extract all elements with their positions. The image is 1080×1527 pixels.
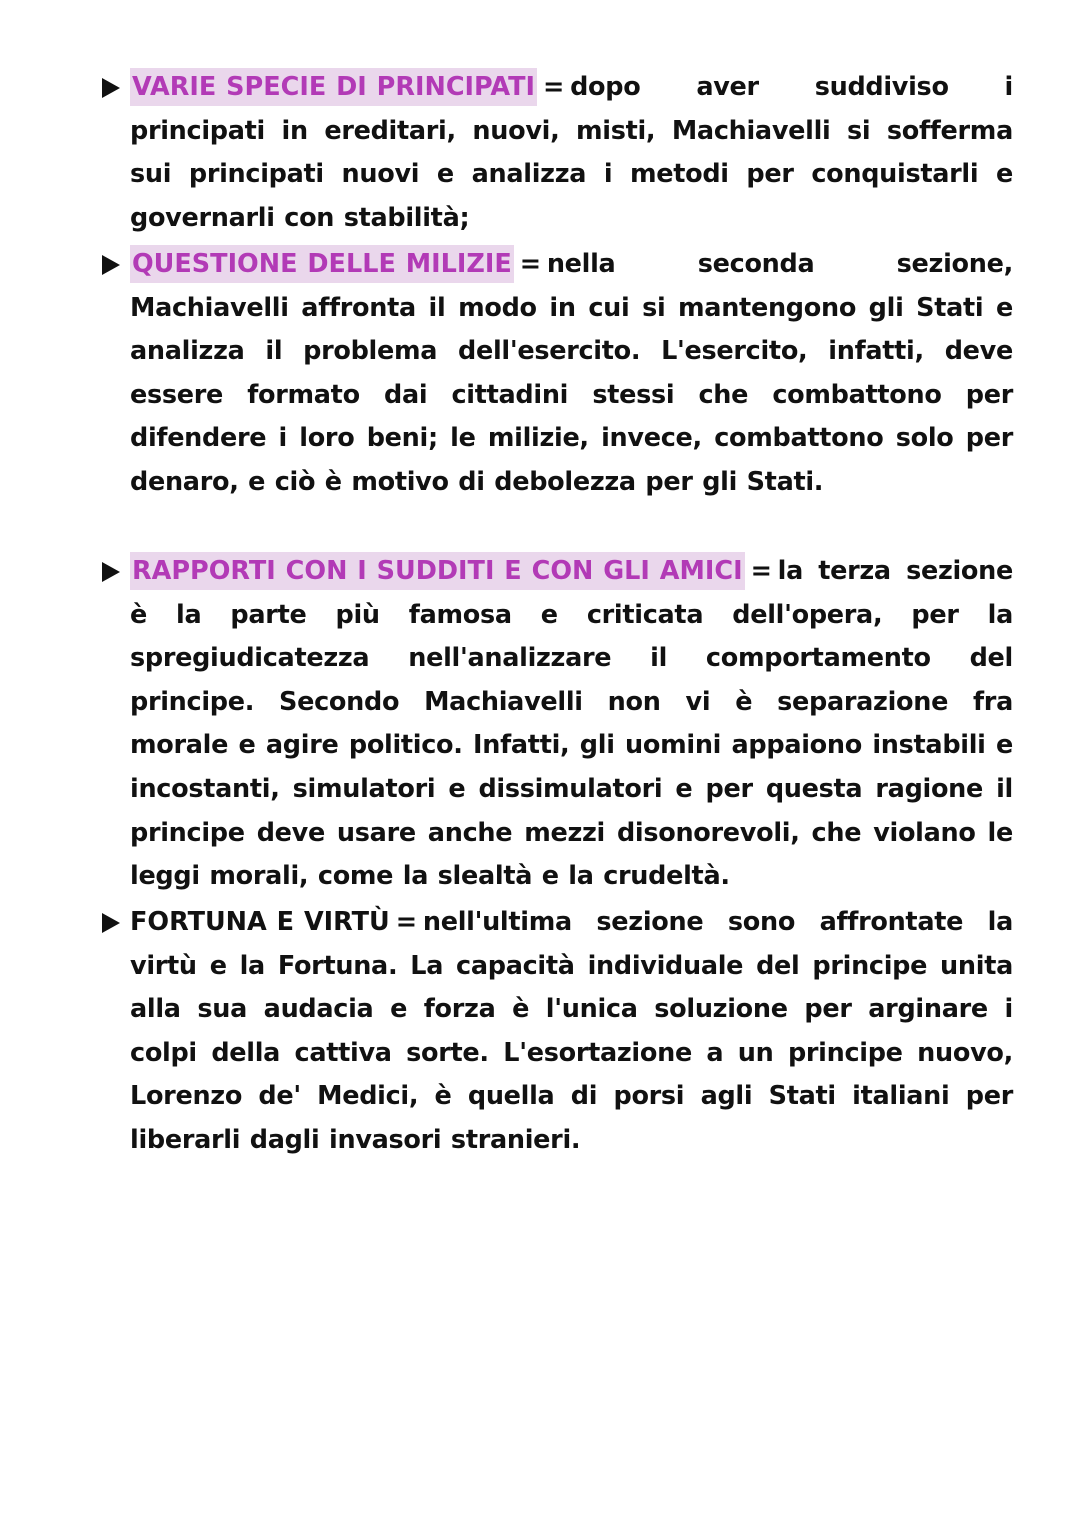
section-text: dopo aver suddiviso i principati in ereditari, nuovi, misti, Machiavelli si sofferma sui principati nuovi e analizza i metodi per conquistarli e governarli con stabilità;	[130, 72, 1013, 233]
triangle-right-icon	[102, 913, 120, 933]
section-rapporti-con-i-sudditi	[100, 550, 1013, 899]
section-text: nell'ultima sezione sono affrontate la virtù e la Fortuna. La capacità individuale del principe unita alla sua audacia e forza è l'unica soluzione per arginare i colpi della cattiva sorte. L'esortazione a un principe nuovo, Lorenzo de' Medici, è quella di porsi agli Stati italiani per liberarli dagli invasori stranieri.	[130, 907, 1013, 1155]
section-paragraph	[130, 901, 1013, 1163]
triangle-right-icon	[102, 562, 120, 582]
section-questione-delle-milizie	[100, 243, 1013, 505]
section-fortuna-e-virtu	[100, 901, 1013, 1163]
section-separator: =	[543, 72, 565, 102]
triangle-right-icon	[102, 255, 120, 275]
section-paragraph	[130, 550, 1013, 899]
section-term: RAPPORTI CON I SUDDITI E CON GLI AMICI	[130, 552, 745, 590]
section-term: QUESTIONE DELLE MILIZIE	[130, 245, 514, 283]
section-paragraph	[130, 243, 1013, 505]
section-varie-specie-di-principati	[100, 66, 1013, 240]
triangle-right-icon	[102, 78, 120, 98]
section-separator: =	[519, 249, 541, 279]
section-text: nella seconda sezione, Machiavelli affronta il modo in cui si mantengono gli Stati e analizza il problema dell'esercito. L'esercito, infatti, deve essere formato dai cittadini stessi che combattono per difendere i loro beni; le milizie, invece, combattono solo per denaro, e ciò è motivo di debolezza per gli Stati.	[130, 249, 1013, 497]
section-term: VARIE SPECIE DI PRINCIPATI	[130, 68, 537, 106]
section-term: FORTUNA E VIRTÙ	[130, 907, 390, 937]
section-separator: =	[395, 907, 417, 937]
section-text: la terza sezione è la parte più famosa e criticata dell'opera, per la spregiudicatezza nell'analizzare il comportamento del principe. Secondo Machiavelli non vi è separazione fra morale e agire politico. Infatti, gli uomini appaiono instabili e incostanti, simulatori e dissimulatori e per questa ragione il principe deve usare anche mezzi disonorevoli, che violano le leggi morali, come la slealtà e la crudeltà.	[130, 556, 1013, 892]
section-paragraph	[130, 66, 1013, 240]
section-separator: =	[750, 556, 772, 586]
